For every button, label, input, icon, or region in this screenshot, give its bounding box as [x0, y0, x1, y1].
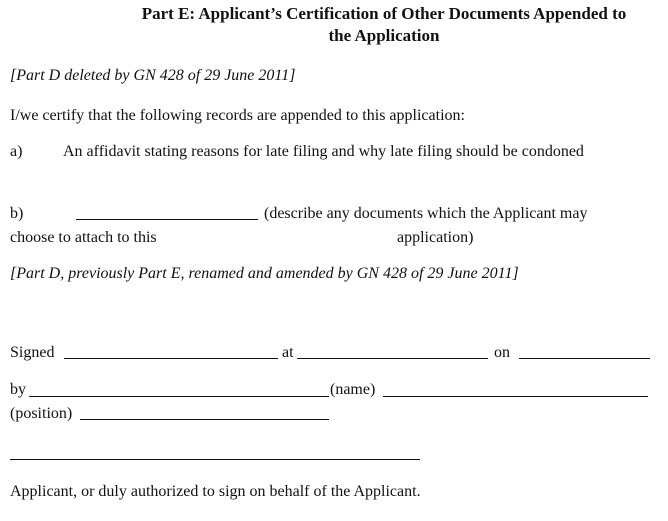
- note-part-d-deleted: [Part D deleted by GN 428 of 29 June 2011]: [10, 67, 296, 84]
- name-label: (name): [330, 381, 376, 398]
- part-e-title-line1: Part E: Applicant’s Certification of Other Documents Appended to: [141, 4, 627, 23]
- on-date-field[interactable]: [519, 358, 650, 359]
- item-a-text: An affidavit stating reasons for late filing and why late filing should be condoned: [63, 143, 584, 160]
- name-field[interactable]: [383, 396, 648, 397]
- position-field[interactable]: [80, 419, 329, 420]
- signed-label: Signed: [10, 344, 55, 361]
- item-b-description-end: application): [397, 229, 474, 246]
- item-b-marker: b): [10, 205, 24, 222]
- item-b-blank-field[interactable]: [76, 219, 258, 220]
- on-label: on: [494, 344, 510, 361]
- position-label: (position): [10, 405, 73, 422]
- part-e-title-line2: the Application: [328, 26, 440, 45]
- item-a-marker: a): [10, 143, 23, 160]
- applicant-signature-field[interactable]: [10, 459, 420, 460]
- at-label: at: [282, 344, 294, 361]
- item-b-description-cont: choose to attach to this: [10, 229, 157, 246]
- certify-statement: I/we certify that the following records are appended to this application:: [10, 107, 465, 124]
- by-field[interactable]: [29, 396, 329, 397]
- at-location-field[interactable]: [297, 358, 488, 359]
- applicant-signature-caption: Applicant, or duly authorized to sign on behalf of the Applicant.: [10, 483, 421, 500]
- item-b-description: (describe any documents which the Applicant may: [264, 205, 588, 222]
- note-part-d-renamed: [Part D, previously Part E, renamed and amended by GN 428 of 29 June 2011]: [10, 265, 519, 282]
- by-label: by: [10, 381, 26, 398]
- signed-field[interactable]: [64, 358, 278, 359]
